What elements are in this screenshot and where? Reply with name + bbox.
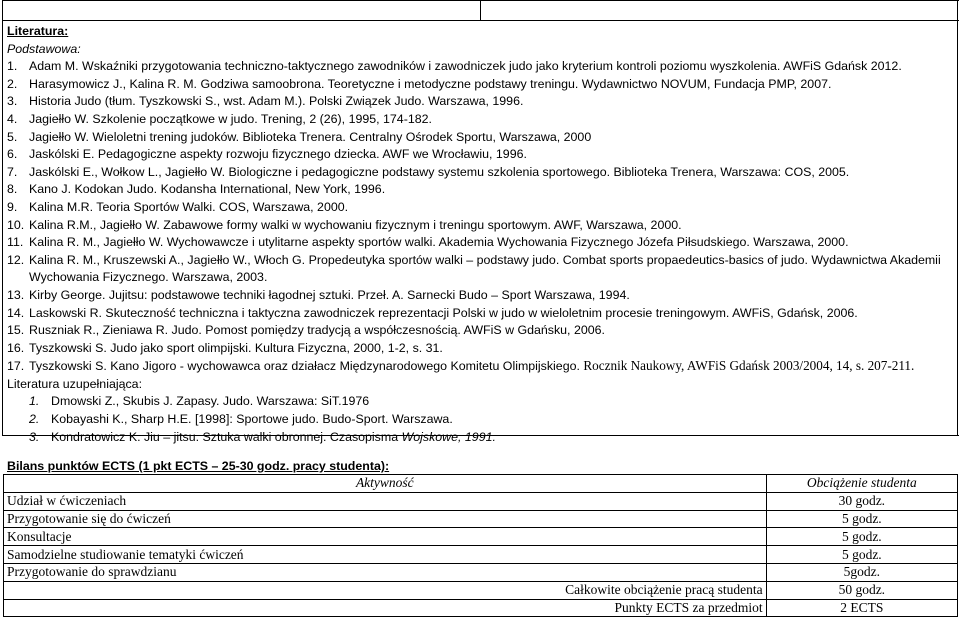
list-item: 3. Kondratowicz K. Jiu – jitsu. Sztuka walki obronnej. Czasopisma Wojskowe, 1991. [29, 429, 496, 444]
list-item: 6. Jaskólski E. Pedagogiczne aspekty rozwoju fizycznego dziecka. AWF we Wrocławiu, 1996. [7, 147, 527, 162]
load-cell: 30 godz. [766, 492, 957, 510]
ects-points-value: 2 ECTS [766, 599, 957, 617]
total-label: Całkowite obciążenie pracą studenta [4, 581, 767, 599]
list-item: 2. Kobayashi K., Sharp H.E. [1998]: Sportowe judo. Budo-Sport. Warszawa. [29, 412, 453, 427]
list-item: 1. Dmowski Z., Skubis J. Zapasy. Judo. Warszawa: SiT.1976 [29, 394, 370, 409]
list-item: 16. Tyszkowski S. Judo jako sport olimpijski. Kultura Fizyczna, 2000, 1-2, s. 31. [7, 340, 443, 355]
table-top-divider [480, 0, 481, 20]
list-item: 9. Kalina M.R. Teoria Sportów Walki. COS, Warszawa, 2000. [7, 199, 349, 214]
load-cell: 5 godz. [766, 528, 957, 546]
table-header-row [4, 475, 958, 493]
load-cell: 5godz. [766, 563, 957, 581]
ects-points-label: Punkty ECTS za przedmiot [4, 599, 767, 617]
table-row [4, 528, 958, 546]
list-item: 2. Harasymowicz J., Kalina R. M. Godziwa samoobrona. Teoretyczne i metodyczne podstawy treningu. Wydawnictwo NOVUM, Fundacja PMP, 2007. [7, 76, 832, 91]
table-row [4, 563, 958, 581]
list-item: 17. Tyszkowski S. Kano Jigoro - wychowawca oraz działacz Międzynarodowego Komitetu Olimpijskiego. Rocznik Naukowy, AWFiS Gdańsk 2003/2004, 14, s. 207-211. [7, 358, 915, 374]
table-row-border [2, 20, 959, 21]
ects-table [3, 474, 958, 617]
activity-cell: Udział w ćwiczeniach [4, 492, 767, 510]
literature-heading: Literatura: [7, 24, 69, 38]
list-item: 3. Historia Judo (tłum. Tyszkowski S., wst. Adam M.). Polski Związek Judo. Warszawa, 1996. [7, 94, 524, 109]
list-item: 13. Kirby George. Jujitsu: podstawowe techniki łagodnej sztuki. Przeł. A. Sarnecki Budo – Sport Warszawa, 1994. [7, 287, 630, 302]
basic-literature-heading: Podstawowa: [7, 41, 81, 56]
activity-cell: Samodzielne studiowanie tematyki ćwiczeń [4, 546, 767, 564]
list-item: 1. Adam M. Wskaźniki przygotowania techniczno-taktycznego zawodników i zawodniczek judo jako kryterium kontroli poziomu wyszkolenia. AWFiS Gdańsk 2012. [7, 59, 902, 74]
ects-points-row [4, 599, 958, 617]
table-row [4, 510, 958, 528]
supplementary-literature-heading: Literatura uzupełniająca: [7, 376, 143, 391]
activity-cell: Przygotowanie do sprawdzianu [4, 563, 767, 581]
list-item: 8. Kano J. Kodokan Judo. Kodansha International, New York, 1996. [7, 182, 386, 197]
list-item: 14. Laskowski R. Skuteczność techniczna i taktyczna zawodniczek reprezentacji Polski w judo w wieloletnim procesie treningowym. AWFiS, Gdańsk, 2006. [7, 305, 858, 320]
total-value: 50 godz. [766, 581, 957, 599]
table-left-border [2, 0, 3, 435]
load-cell: 5 godz. [766, 546, 957, 564]
activity-cell: Przygotowanie się do ćwiczeń [4, 510, 767, 528]
list-item: 11. Kalina R. M., Jagiełło W. Wychowawcze i utylitarne aspekty sportów walki. Akademia Wychowania Fizycznego Józefa Piłsudskiego. Warszawa, 2000. [7, 235, 849, 250]
load-cell: 5 godz. [766, 510, 957, 528]
activity-header: Aktywność [4, 475, 767, 493]
list-item: 15. Ruszniak R., Zieniawa R. Judo. Pomost pomiędzy tradycją a współczesnością. AWFiS w Gdańsku, 2006. [7, 323, 605, 338]
list-item: 5. Jagiełło W. Wieloletni trening judoków. Biblioteka Trenera. Centralny Ośrodek Sportu, Warszawa, 2000 [7, 129, 592, 144]
ects-title: Bilans punktów ECTS (1 pkt ECTS – 25-30 godz. pracy studenta): [7, 459, 390, 473]
literature-section [7, 23, 952, 446]
list-item: 10. Kalina R.M., Jagiełło W. Zabawowe formy walki w wychowaniu fizycznym i treningu sportowym. AWF, Warszawa, 2000. [7, 217, 682, 232]
table-row [4, 546, 958, 564]
table-right-border [957, 0, 958, 435]
list-item: 12. Kalina R. M., Kruszewski A., Jagiełło W., Włoch G. Propedeutyka sportów walki – podstawy judo. Combat sports propaedeutics-basics of judo. Wydawnictwa Akademii Wychowania Fizycznego. Warszawa, 2003. [7, 252, 941, 285]
table-row [4, 492, 958, 510]
list-item: 7. Jaskólski E., Wołkow L., Jagiełło W. Biologiczne i pedagogiczne podstawy systemu szkolenia sportowego. Biblioteka Trenera, Warszawa: COS, 2005. [7, 164, 850, 179]
activity-cell: Konsultacje [4, 528, 767, 546]
list-item: 4. Jagiełło W. Szkolenie początkowe w judo. Trening, 2 (26), 1995, 174-182. [7, 111, 432, 126]
total-row [4, 581, 958, 599]
load-header: Obciążenie studenta [766, 475, 957, 493]
